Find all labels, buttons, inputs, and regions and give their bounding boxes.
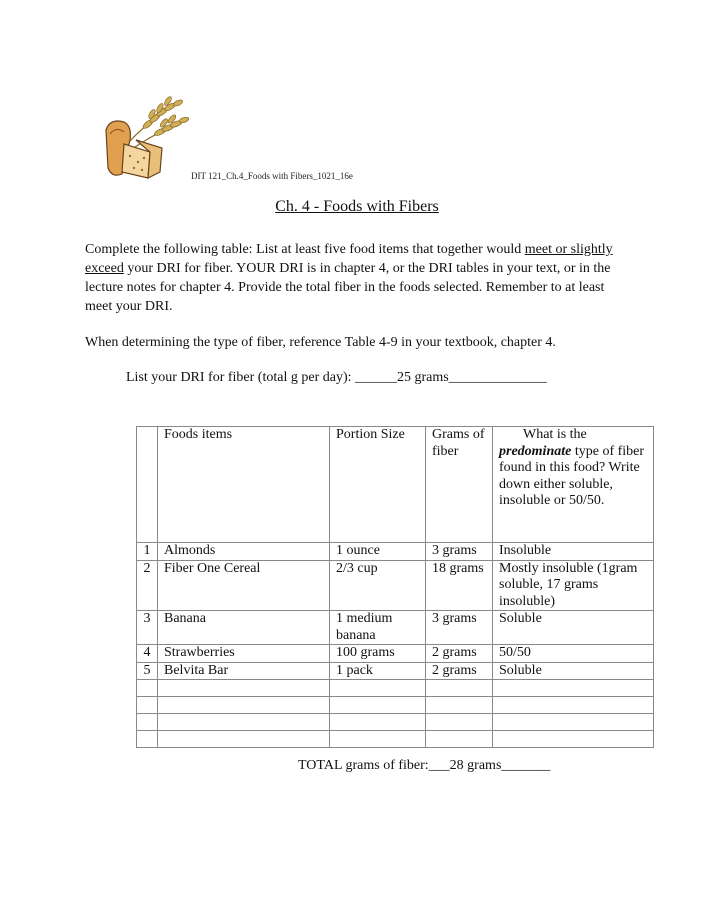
row-grams: 3 grams xyxy=(426,611,493,645)
instructions-paragraph xyxy=(85,240,625,316)
table-header-row xyxy=(137,427,654,543)
row-food: Fiber One Cereal xyxy=(158,560,330,611)
header-type-a: What is the xyxy=(523,427,587,442)
row-num: 2 xyxy=(137,560,158,611)
row-num: 1 xyxy=(137,543,158,561)
row-num: 4 xyxy=(137,645,158,663)
total-fiber-line: TOTAL grams of fiber:___28 grams_______ xyxy=(298,758,551,773)
row-portion: 2/3 cup xyxy=(330,560,426,611)
row-food: Almonds xyxy=(158,543,330,561)
row-grams: 3 grams xyxy=(426,543,493,561)
row-grams: 18 grams xyxy=(426,560,493,611)
empty-table-row xyxy=(137,714,654,731)
row-grams: 2 grams xyxy=(426,645,493,663)
table-row xyxy=(137,645,654,663)
header-type-b: predominate xyxy=(499,443,572,459)
header-type-c: type of fiber found in this food? Write down either soluble, insoluble or 50/50. xyxy=(499,443,645,508)
page-title-text: Ch. 4 - Foods with Fibers xyxy=(275,198,439,215)
row-portion: 1 pack xyxy=(330,662,426,680)
empty-table-row xyxy=(137,697,654,714)
table-row xyxy=(137,662,654,680)
header-grams: Grams of fiber xyxy=(426,427,493,543)
table-row xyxy=(137,543,654,561)
header-foods: Foods items xyxy=(158,427,330,543)
row-food: Banana xyxy=(158,611,330,645)
page-title xyxy=(0,198,714,216)
table-row xyxy=(137,611,654,645)
instructions-underlined: meet or slightly exceed xyxy=(85,242,613,276)
header-portion: Portion Size xyxy=(330,427,426,543)
row-type: 50/50 xyxy=(493,645,654,663)
row-food: Strawberries xyxy=(158,645,330,663)
row-portion: 1 medium banana xyxy=(330,611,426,645)
instructions-start: Complete the following table: List at least five food items that together would xyxy=(85,242,525,257)
instructions-end: your DRI for fiber. YOUR DRI is in chapter 4, or the DRI tables in your text, or in the lecture notes for chapter 4. Provide the total fiber in the foods selected. Remember to at least meet your DRI. xyxy=(85,261,611,314)
empty-table-row xyxy=(137,731,654,748)
wheat-and-bread-icon xyxy=(100,82,192,182)
fiber-type-note: When determining the type of fiber, reference Table 4-9 in your textbook, chapter 4. xyxy=(85,335,556,350)
row-grams: 2 grams xyxy=(426,662,493,680)
row-type: Insoluble xyxy=(493,543,654,561)
dri-line: List your DRI for fiber (total g per day): ______25 grams______________ xyxy=(126,370,547,385)
empty-table-row xyxy=(137,680,654,697)
header-num-cell xyxy=(137,427,158,543)
row-type: Soluble xyxy=(493,662,654,680)
row-food: Belvita Bar xyxy=(158,662,330,680)
row-portion: 1 ounce xyxy=(330,543,426,561)
row-num: 5 xyxy=(137,662,158,680)
header-type xyxy=(493,427,654,543)
row-type: Mostly insoluble (1gram soluble, 17 grams insoluble) xyxy=(493,560,654,611)
table-row xyxy=(137,560,654,611)
row-type: Soluble xyxy=(493,611,654,645)
row-num: 3 xyxy=(137,611,158,645)
fiber-table xyxy=(136,426,654,748)
row-portion: 100 grams xyxy=(330,645,426,663)
document-code: DIT 121_Ch.4_Foods with Fibers_1021_16e xyxy=(191,171,353,181)
